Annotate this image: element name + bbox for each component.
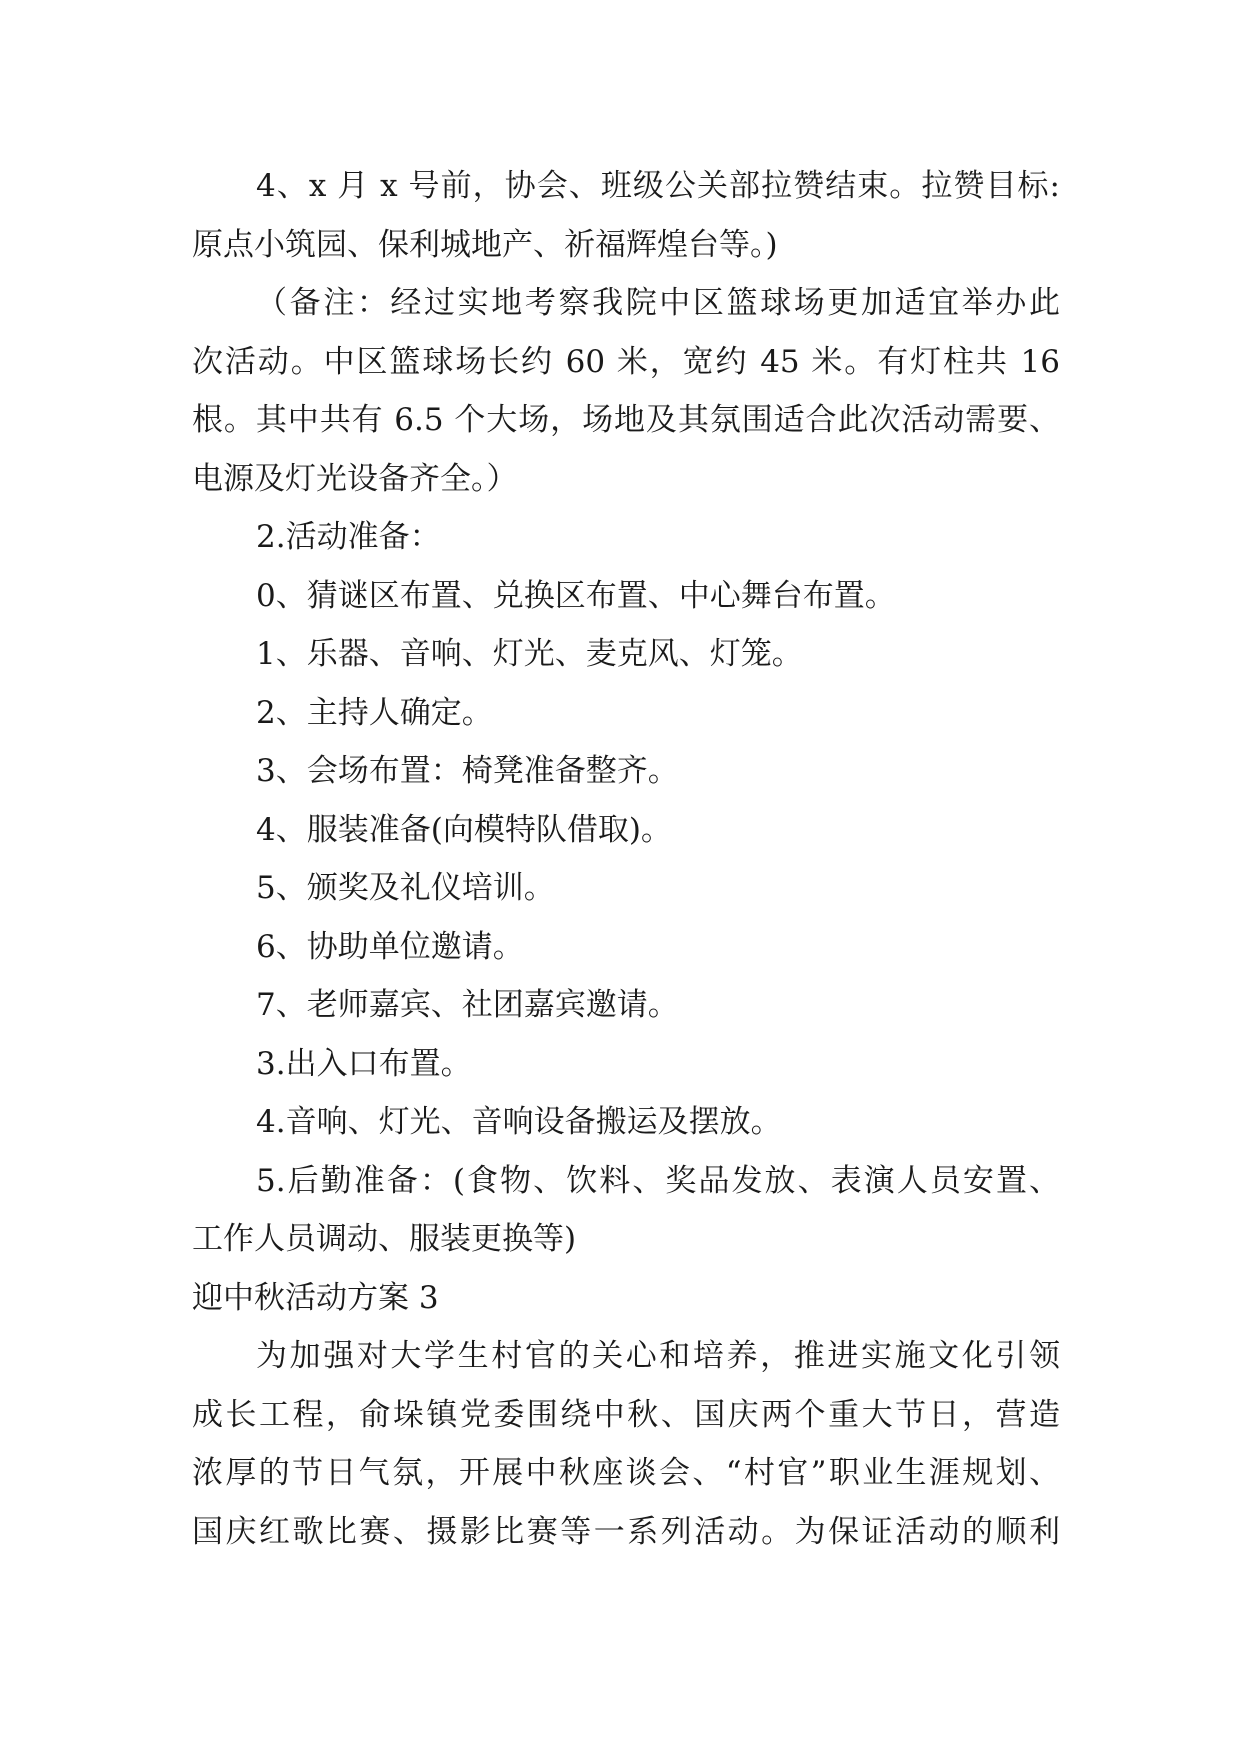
- text-line: 原点小筑园、保利城地产、祈福辉煌台等。): [192, 226, 778, 263]
- text-line: 次活动。中区篮球场长约 60 米，宽约 45 米。有灯柱共 16: [192, 343, 1060, 380]
- text-line: 5.后勤准备：(食物、饮料、奖品发放、表演人员安置、: [256, 1162, 1060, 1199]
- text-line: 6、协助单位邀请。: [256, 928, 524, 965]
- document-body: [192, 157, 1060, 1561]
- text-line: 4.音响、灯光、音响设备搬运及摆放。: [256, 1104, 782, 1140]
- text-line: 7、老师嘉宾、社团嘉宾邀请。: [256, 987, 679, 1023]
- text-line: 成长工程，俞垛镇党委围绕中秋、国庆两个重大节日，营造: [192, 1396, 1060, 1433]
- text-line: 2、主持人确定。: [256, 694, 493, 731]
- text-line: 5、颁奖及礼仪培训。: [256, 870, 555, 906]
- text-line: 国庆红歌比赛、摄影比赛等一系列活动。为保证活动的顺利: [192, 1513, 1060, 1550]
- text-line: 2.活动准备：: [256, 519, 441, 555]
- text-line: （备注：经过实地考察我院中区篮球场更加适宜举办此: [256, 285, 1060, 321]
- text-line: 4、x 月 x 号前，协会、班级公关部拉赞结束。拉赞目标:: [256, 168, 1060, 204]
- text-line: 根。其中共有 6.5 个大场，场地及其氛围适合此次活动需要、: [192, 402, 1060, 438]
- text-line: 工作人员调动、服装更换等): [192, 1221, 577, 1257]
- text-line: 3、会场布置：椅凳准备整齐。: [256, 753, 679, 789]
- text-line: 3.出入口布置。: [256, 1045, 472, 1082]
- text-line: 4、服装准备(向模特队借取)。: [256, 811, 672, 848]
- text-line: 1、乐器、音响、灯光、麦克风、灯笼。: [256, 636, 803, 672]
- text-line: 浓厚的节日气氛，开展中秋座谈会、“村官”职业生涯规划、: [192, 1455, 1060, 1491]
- text-line: 电源及灯光设备齐全。）: [192, 460, 518, 497]
- section-heading: 迎中秋活动方案 3: [192, 1279, 439, 1316]
- text-line: 0、猜谜区布置、兑换区布置、中心舞台布置。: [256, 577, 896, 614]
- text-line: 为加强对大学生村官的关心和培养，推进实施文化引领: [256, 1338, 1060, 1374]
